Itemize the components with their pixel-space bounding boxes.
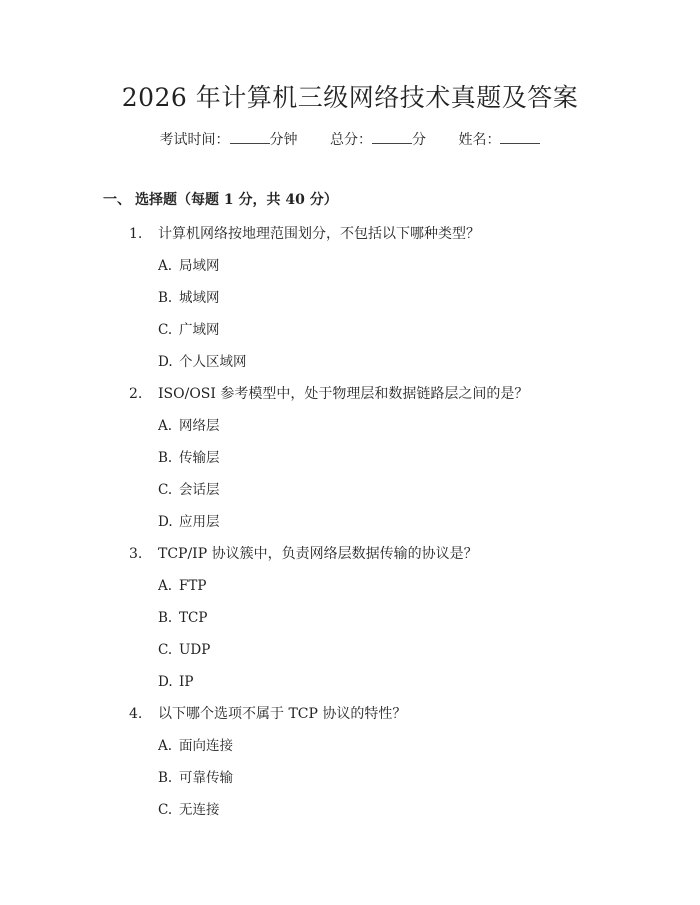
option-letter: D. <box>158 674 173 690</box>
answer-option <box>0 634 700 666</box>
option-text: 网络层 <box>179 418 220 434</box>
option-letter: A. <box>158 258 173 274</box>
answer-option <box>0 570 700 602</box>
answer-option <box>0 602 700 634</box>
option-letter: C. <box>158 642 173 658</box>
question-stem <box>0 218 700 250</box>
option-text: 面向连接 <box>179 738 233 754</box>
question-text: TCP/IP 协议簇中，负责网络层数据传输的协议是？ <box>158 546 478 562</box>
answer-option <box>0 506 700 538</box>
answer-option <box>0 666 700 698</box>
option-letter: B. <box>158 290 173 306</box>
option-text: IP <box>179 674 194 690</box>
section-heading <box>103 188 338 212</box>
option-text: FTP <box>179 578 207 594</box>
option-letter: D. <box>158 514 173 530</box>
section-number: 一、 <box>103 192 131 208</box>
option-text: 可靠传输 <box>179 770 233 786</box>
answer-option <box>0 474 700 506</box>
section-title: 选择题（每题 1 分，共 40 分） <box>135 192 338 208</box>
option-text: TCP <box>179 610 208 626</box>
question-text: 计算机网络按地理范围划分，不包括以下哪种类型？ <box>158 226 480 242</box>
question-text: 以下哪个选项不属于 TCP 协议的特性？ <box>158 706 407 722</box>
option-text: 会话层 <box>179 482 220 498</box>
option-text: 无连接 <box>179 802 220 818</box>
question-text: ISO/OSI 参考模型中，处于物理层和数据链路层之间的是？ <box>158 386 529 402</box>
question-number: 1. <box>129 226 143 242</box>
answer-option <box>0 730 700 762</box>
exam-time-unit: 分钟 <box>269 132 298 148</box>
exam-time-label: 考试时间： <box>159 132 230 148</box>
option-letter: A. <box>158 418 173 434</box>
page-title: 2026 年计算机三级网络技术真题及答案 <box>121 83 579 112</box>
question-stem <box>0 538 700 570</box>
option-letter: B. <box>158 770 173 786</box>
answer-option <box>0 410 700 442</box>
option-letter: B. <box>158 450 173 466</box>
option-text: 传输层 <box>179 450 220 466</box>
option-text: 城域网 <box>179 290 220 306</box>
exam-time-blank <box>230 129 270 144</box>
total-score-field <box>330 128 426 152</box>
option-letter: C. <box>158 482 173 498</box>
answer-option <box>0 442 700 474</box>
option-text: 个人区域网 <box>179 354 247 370</box>
total-score-label: 总分： <box>330 132 372 148</box>
option-text: 局域网 <box>179 258 220 274</box>
option-text: 广域网 <box>179 322 220 338</box>
name-field <box>458 128 540 152</box>
option-letter: D. <box>158 354 173 370</box>
exam-time-field <box>160 128 298 152</box>
question-list <box>0 218 700 826</box>
option-letter: C. <box>158 802 173 818</box>
option-letter: A. <box>158 738 173 754</box>
name-label: 姓名： <box>458 132 501 148</box>
answer-option <box>0 250 700 282</box>
option-text: UDP <box>179 642 211 658</box>
answer-option <box>0 762 700 794</box>
answer-option <box>0 346 700 378</box>
option-letter: A. <box>158 578 173 594</box>
answer-option <box>0 794 700 826</box>
total-score-blank <box>372 129 412 144</box>
option-letter: B. <box>158 610 173 626</box>
exam-info-line <box>0 128 700 152</box>
question-stem <box>0 698 700 730</box>
question-number: 4. <box>129 706 143 722</box>
option-letter: C. <box>158 322 173 338</box>
answer-option <box>0 282 700 314</box>
question-number: 2. <box>129 386 143 402</box>
total-score-unit: 分 <box>412 132 426 148</box>
answer-option <box>0 314 700 346</box>
question-stem <box>0 378 700 410</box>
question-number: 3. <box>129 546 143 562</box>
name-blank <box>500 129 540 144</box>
option-text: 应用层 <box>179 514 220 530</box>
